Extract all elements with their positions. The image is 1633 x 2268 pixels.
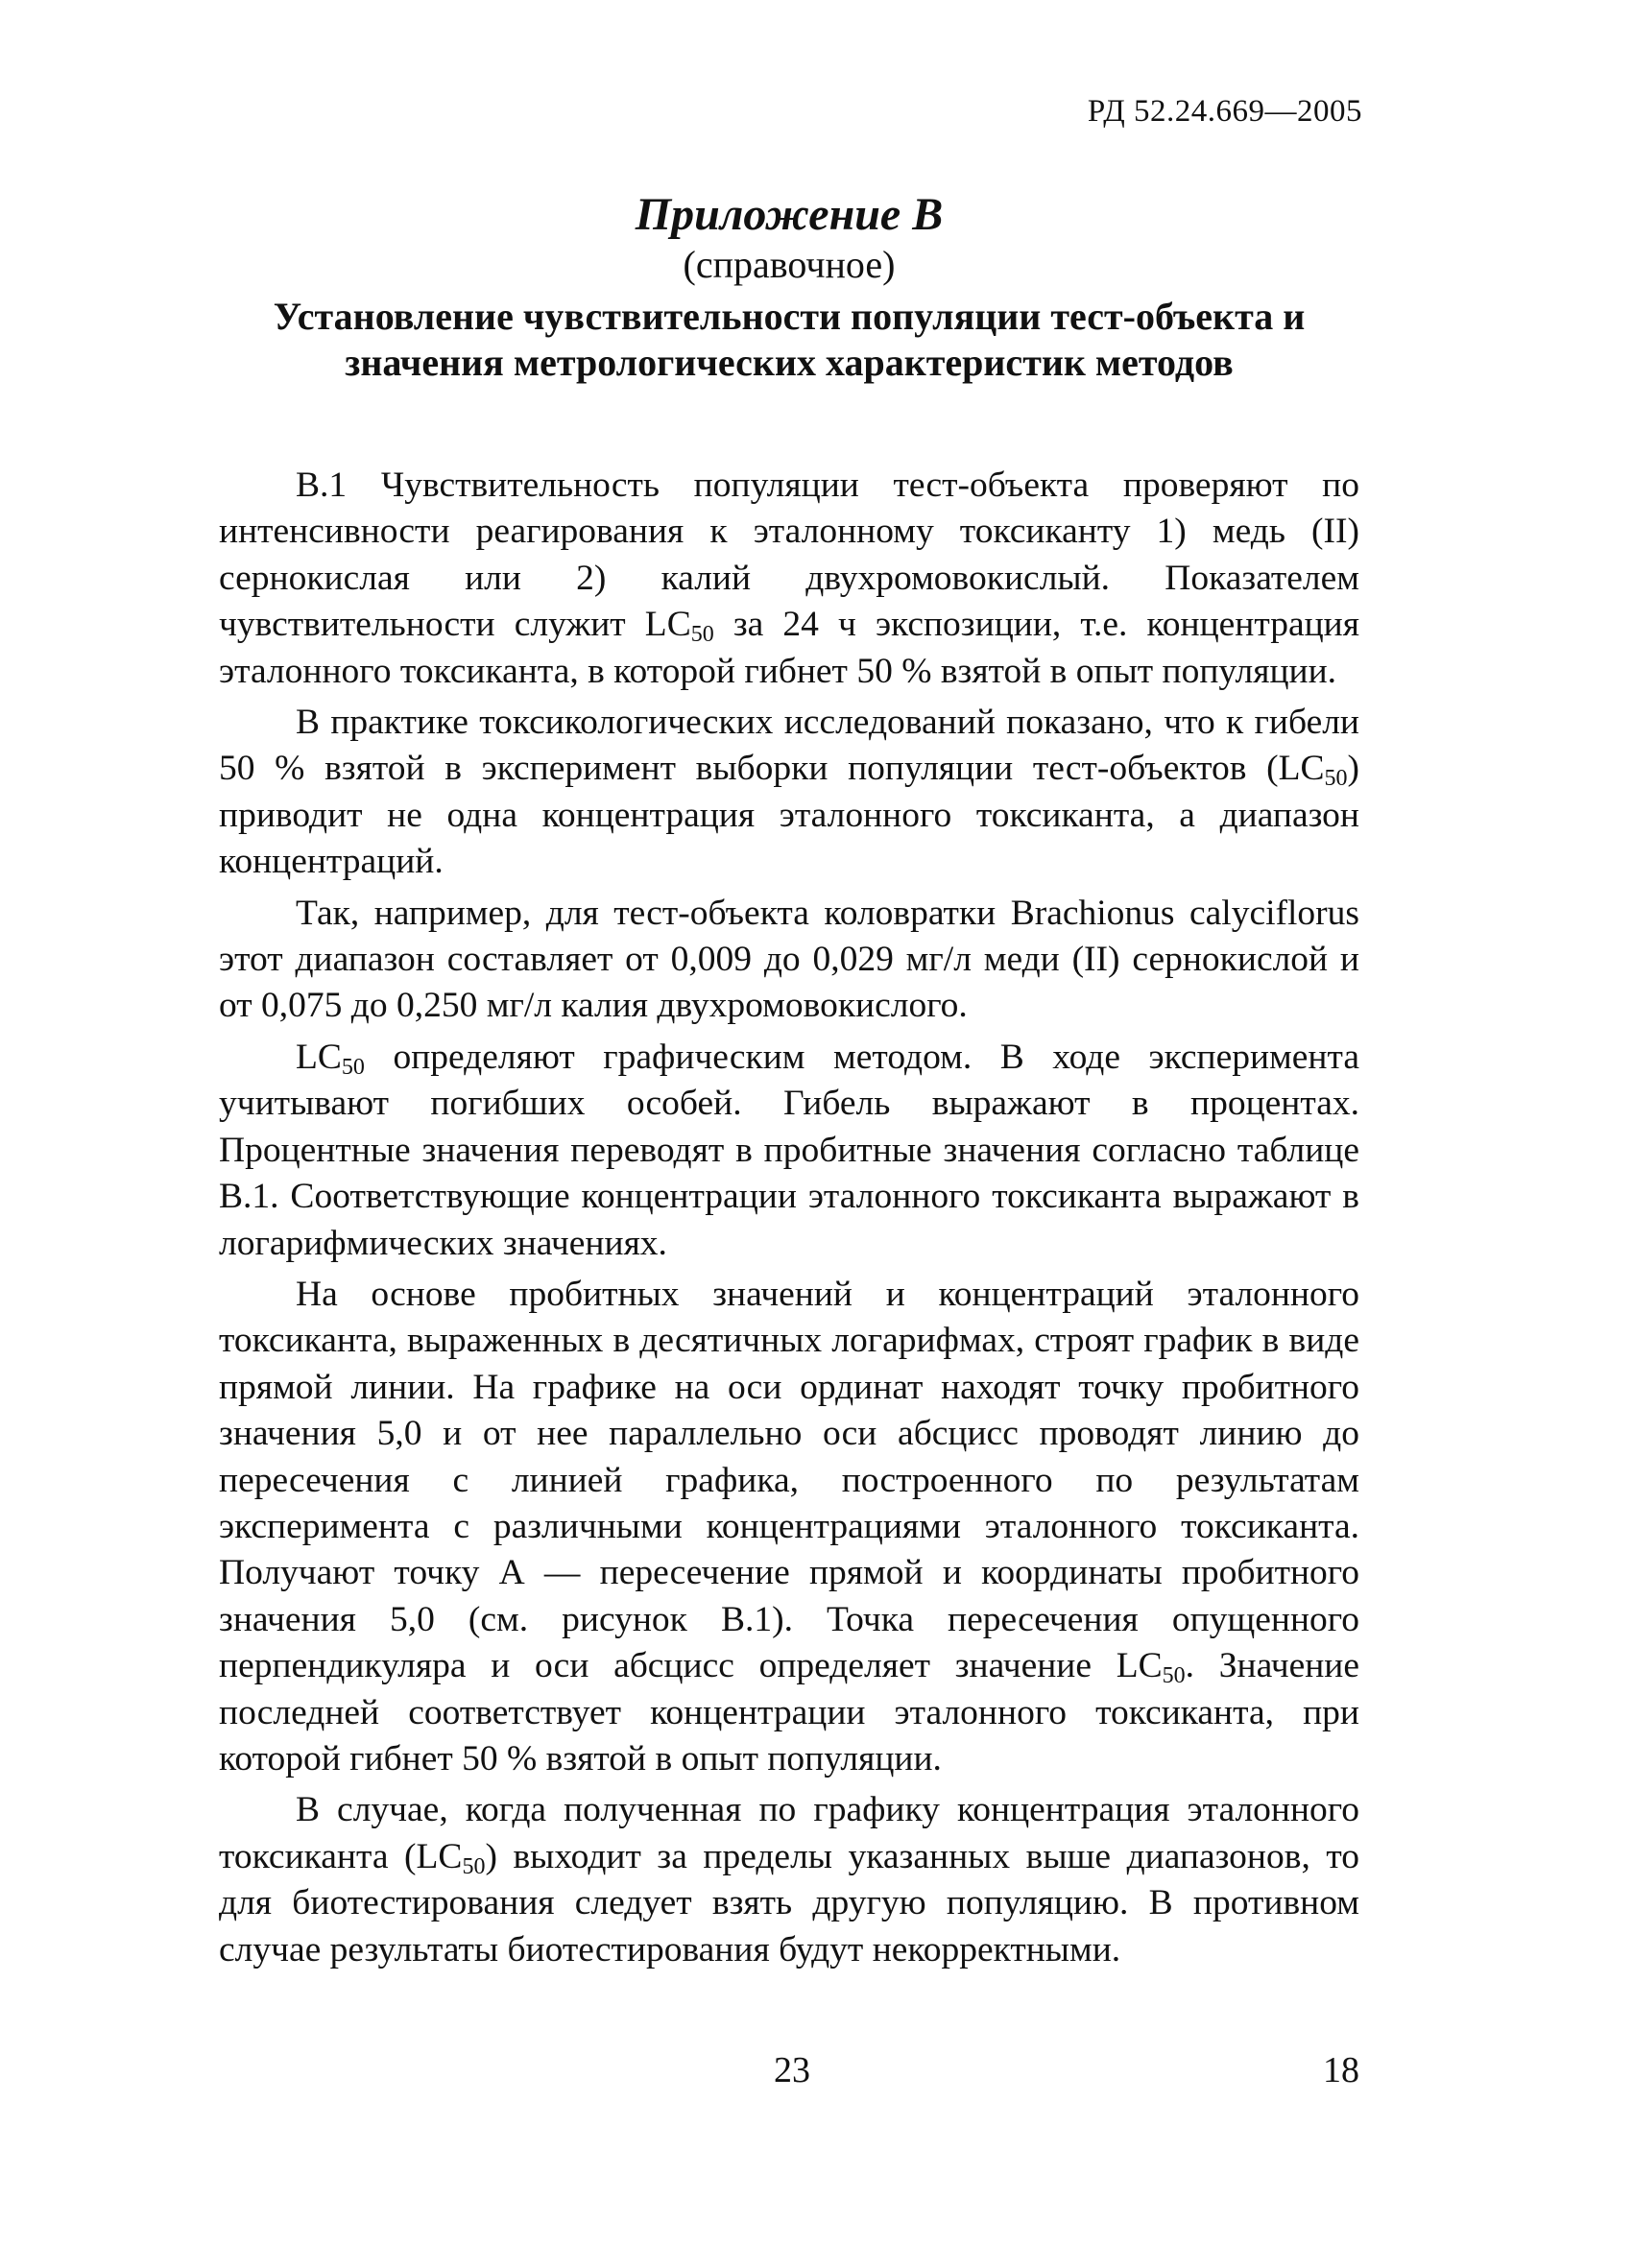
appendix-title: Приложение В [635, 189, 944, 240]
paragraph-lc50-method [219, 1035, 1359, 1267]
sheet-number: 18 [1323, 2050, 1359, 2090]
text-run: за 24 ч экспозиции, т.е. концентрация эталонного токсиканта, в которой гибнет 50 % взятой в опыт популяции. [219, 605, 1359, 691]
paragraph-b1 [219, 463, 1359, 695]
appendix-subtitle: (справочное) [683, 243, 896, 286]
subscript: 50 [1162, 1663, 1186, 1689]
subscript: 50 [690, 622, 714, 648]
appendix-heading-line-2: значения метрологических характеристик методов [345, 341, 1234, 384]
paragraph-practice [219, 700, 1359, 886]
text-run: В.1 Чувствительность популяции тест-объекта проверяют по интенсивности реагирования к эталонному токсиканту 1) медь (II) сернокислая или 2) калий двухромовокислый. Показателем чувствительности служит LC [219, 466, 1359, 645]
text-run: LC [296, 1037, 342, 1077]
subscript: 50 [341, 1054, 365, 1080]
text-run: В случае, когда полученная по графику концентрация эталонного токсиканта (LC [219, 1790, 1359, 1876]
text-run: ) выходит за пределы указанных выше диапазонов, то для биотестирования следует взять другую популяцию. В противном случае результаты биотестирования будут некорректными. [219, 1836, 1359, 1970]
text-run: ) приводит не одна концентрация эталонного токсиканта, а диапазон концентраций. [219, 749, 1359, 882]
text-run: В практике токсикологических исследований показано, что к гибели 50 % взятой в эксперимент выборки популяции тест-объектов (LC [219, 703, 1359, 789]
text-run: определяют графическим методом. В ходе эксперимента учитывают погибших особей. Гибель выражают в процентах. Процентные значения переводят в пробитные значения согласно таблице В.1. Соответствующие концентрации эталонного токсиканта выражают в логарифмических значениях. [219, 1037, 1359, 1263]
appendix-heading [219, 294, 1359, 386]
page-number: 23 [774, 2050, 810, 2090]
subscript: 50 [462, 1853, 486, 1879]
appendix-heading-line-1: Установление чувствительности популяции тест-объекта и [273, 295, 1306, 338]
text-run: На основе пробитных значений и концентраций эталонного токсиканта, выраженных в десятичных логарифмах, строят график в виде прямой линии. На графике на оси ординат находят точку пробитного значения 5,0 и от нее параллельно оси абсцисс проводят линию до пересечения с линией графика, построенного по результатам эксперимента с различными концентрациями эталонного токсиканта. Получают точку А — пересечение прямой и координаты пробитного значения 5,0 (см. рисунок В.1). Точка пересечения опущенного перпендикуляра и оси абсцисс определяет значение LC [219, 1274, 1359, 1686]
subscript: 50 [1324, 766, 1348, 792]
paragraph-example: Так, например, для тест-объекта коловратки Brachionus calyciflorus этот диапазон составляет от 0,009 до 0,029 мг/л меди (II) сернокислой и от 0,075 до 0,250 мг/л калия двухромовокислого. [219, 893, 1359, 1026]
body-text [219, 463, 1359, 1978]
paragraph-graph [219, 1272, 1359, 1782]
document-code: РД 52.24.669—2005 [1087, 94, 1362, 129]
text-run: . Значение последней соответствует концентрации эталонного токсиканта, при которой гибнет 50 % взятой в опыт популяции. [219, 1646, 1359, 1779]
paragraph-conclusion [219, 1787, 1359, 1973]
